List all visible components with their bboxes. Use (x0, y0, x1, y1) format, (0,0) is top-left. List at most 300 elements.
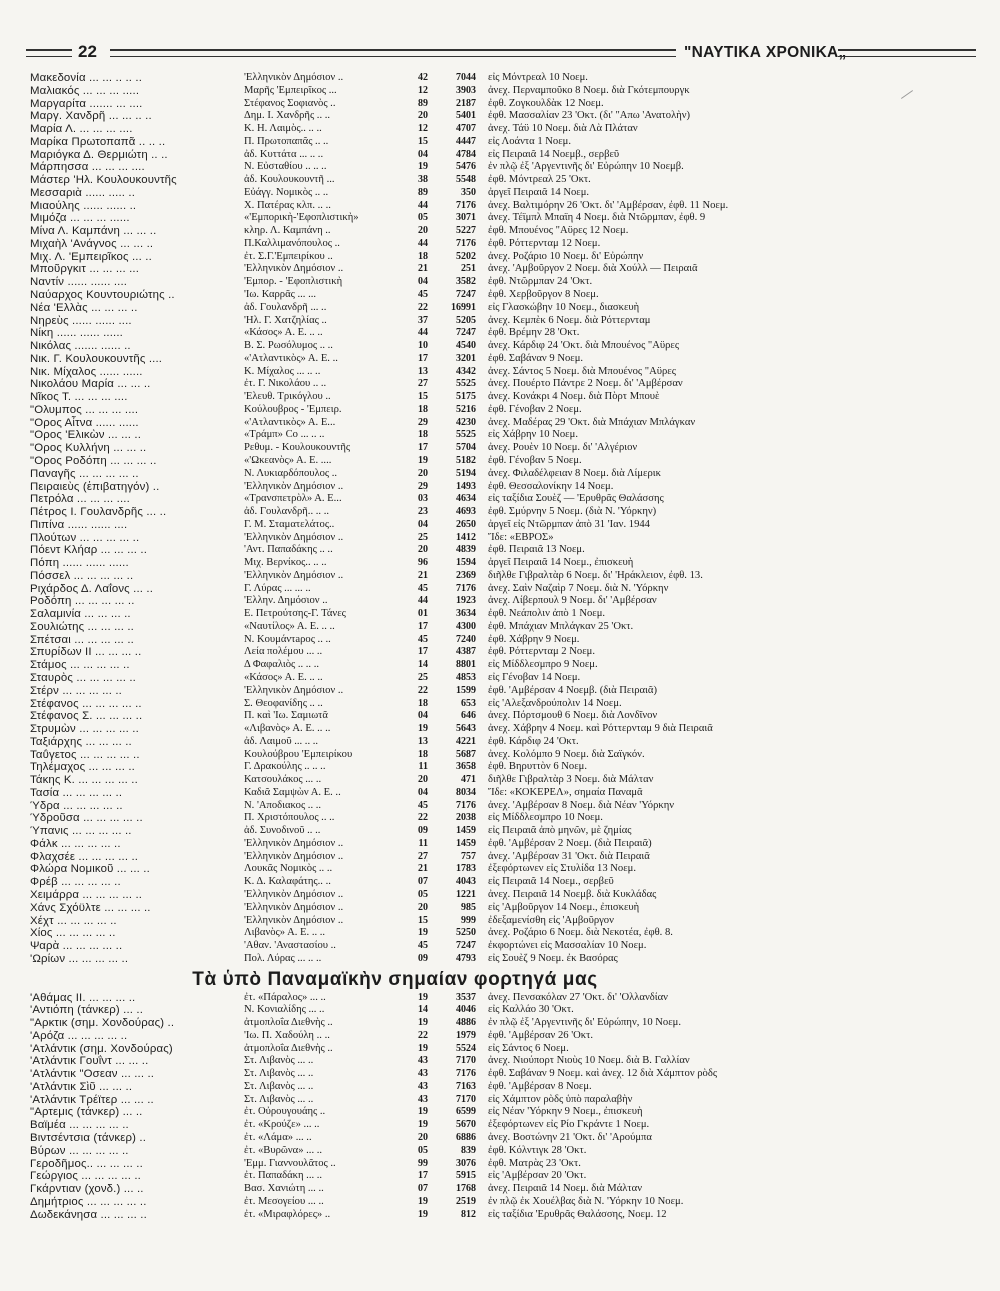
ship-row (30, 200, 980, 213)
ship-name: Σπέτσαι ... ... ... ... .. (30, 633, 134, 646)
ship-name: Πόεντ Κλήαρ ... ... ... .. (30, 544, 148, 557)
ship-year: 43 (418, 1068, 428, 1080)
ship-name: Μιχ. Λ. 'Εμπειρῖκος ... .. (30, 250, 152, 263)
ship-tonnage: 8034 (456, 786, 476, 798)
ship-position: ἀνεχ. Σαὶν Ναζαὶρ 7 Νοεμ. διὰ Ν. 'Υόρκην (488, 582, 669, 594)
ship-owner: «'Ατλαντικὸς» Α. Ε. .. (244, 352, 338, 364)
ship-row (30, 327, 980, 340)
ship-position: ἐν πλῷ ἐξ 'Αργεντινῆς δι' Εὐρώπην, 10 Νοεμ. (488, 1017, 681, 1029)
ship-row (30, 557, 980, 570)
ship-year: 19 (418, 1119, 428, 1131)
ship-owner: 'Ελληνικὸν Δημόσιον .. (244, 531, 344, 543)
ship-tonnage: 471 (461, 774, 476, 786)
ship-name: "Αρκτικ (σημ. Χονδούρας) .. (30, 1017, 175, 1030)
ship-year: 05 (418, 889, 428, 900)
ship-row (30, 863, 980, 876)
ship-position: ἐφθ. Μπουένος "Αϋρες 12 Νοεμ. (488, 225, 629, 237)
ship-row (30, 889, 980, 902)
ship-position: εἰς 'Αμβοῦργον 14 Νοεμ., ἐπισκευὴ (488, 901, 640, 913)
ship-name: Μποῦργκιτ ... ... ... ... (30, 263, 140, 276)
ship-tonnage: 4230 (456, 416, 476, 428)
ship-tonnage: 5205 (456, 314, 476, 326)
ship-position: εἰς Λοάντα 1 Νοεμ. (488, 135, 572, 147)
ship-name: Νικολάου Μαρία ... ... .. (30, 378, 151, 391)
ship-owner: κληρ. Λ. Καμπάνη .. (244, 225, 331, 237)
ship-name: Ύδροῦσα ... ... ... ... .. (30, 812, 143, 825)
ship-owner: Ν. Εὐσταθίου .. .. .. (244, 161, 327, 173)
ship-tonnage: 5525 (456, 378, 476, 390)
ship-owner: Στέφανος Σοφιανὸς .. (244, 97, 336, 109)
ship-row (30, 992, 980, 1005)
ship-name: Φλαχσέε ... ... ... ... .. (30, 850, 139, 863)
ship-tonnage: 5687 (456, 748, 476, 760)
ship-name: Μάρπησσα ... ... ... .... (30, 161, 145, 174)
ship-year: 18 (418, 697, 428, 709)
ship-owner: Στ. Λιβανὸς ... .. (244, 1055, 314, 1067)
ship-owner: Βασ. Χανιώτη ... .. (244, 1183, 324, 1195)
ship-tonnage: 5202 (456, 250, 476, 262)
ship-year: 27 (418, 850, 428, 862)
ship-name: Μιαούλης ...... ...... .. (30, 199, 137, 212)
ship-name: Μαρίκα Πρωτοπαπᾶ .. .. .. (30, 135, 166, 148)
header-rule-left (26, 49, 72, 57)
ship-year: 44 (418, 327, 428, 339)
ship-owner: Π. καὶ 'Ιω. Σαμιωτᾶ (244, 710, 328, 722)
ship-position: εἰς Γλασκώβην 10 Νοεμ., διασκευὴ (488, 301, 640, 313)
ship-position: ἀνεχ. Λίβερπουλ 9 Νοεμ. δι' 'Αμβέρσαν (488, 595, 657, 607)
ship-name: Μεσσαριὰ ...... ..... .. (30, 186, 136, 199)
ship-position: ἀνεχ. Νιούπορτ Νιοὺς 10 Νοεμ. διὰ Β. Γαλλίαν (488, 1055, 690, 1067)
ship-year: 20 (418, 1132, 428, 1144)
ship-tonnage: 653 (461, 697, 476, 709)
ship-position: ἐφθ. 'Αμβέρσαν 26 'Οκτ. (488, 1029, 594, 1041)
ship-year: 22 (418, 812, 428, 824)
ship-name: Στέρν ... ... ... ... .. (30, 684, 122, 697)
ship-owner: 'Εμμ. Γιαννουλᾶτος .. (244, 1157, 336, 1169)
ship-name: Χέχτ ... ... ... ... .. (30, 914, 117, 927)
ship-name: Ψαρὰ ... ... ... ... .. (30, 940, 123, 953)
ship-year: 20 (418, 467, 428, 479)
ship-tonnage: 985 (461, 901, 476, 913)
ship-tonnage: 7044 (456, 72, 476, 83)
ship-position: εἰς Σάντος 6 Νοεμ. (488, 1042, 569, 1054)
ship-name: "Ορος Κυλλήνη ... ... .. (30, 442, 147, 455)
ship-tonnage: 4839 (456, 544, 476, 556)
ship-row (30, 532, 980, 545)
ship-owner: Μιχ. Βερνίκος.. .. .. (244, 557, 327, 569)
ship-tonnage: 757 (461, 850, 476, 862)
ship-row (30, 123, 980, 136)
ship-row (30, 238, 980, 251)
ship-position: ἐφθ. 'Αμβέρσαν 8 Νοεμ. (488, 1080, 592, 1092)
ship-tonnage: 5915 (456, 1170, 476, 1182)
ship-owner: 'Ιω. Καρρᾶς ... ... (244, 289, 317, 301)
ship-tonnage: 1221 (456, 889, 476, 900)
ship-name: Μαργ. Χανδρῆ ... ... .. .. (30, 110, 152, 123)
ship-row (30, 583, 980, 596)
ship-year: 22 (418, 301, 428, 313)
ship-row (30, 442, 980, 455)
ship-owner: Π. Χριστόπουλος .. .. (244, 812, 335, 824)
ship-position: ἀνεχ. Τέϊμπλ Μπαϊη 4 Νοεμ. διὰ Ντῶρμπαν, ἐφθ. 9 (488, 212, 706, 224)
ship-name: Πλούτων ... ... ... ... .. (30, 531, 140, 544)
ship-name: Ναντίν ...... ...... .... (30, 276, 128, 289)
ship-owner: Ν. Κονιαλίδης ... .. (244, 1004, 325, 1016)
ship-name: Μάστερ 'Ηλ. Κουλουκουντῆς (30, 174, 177, 187)
ship-tonnage: 4540 (456, 340, 476, 352)
ship-owner: «'Ωκεανὸς» Α. Ε. .... (244, 454, 332, 466)
ship-year: 04 (418, 148, 428, 160)
ship-owner: Χ. Πατέρας κλπ. .. .. (244, 199, 331, 211)
ship-row (30, 915, 980, 928)
ship-tonnage: 5524 (456, 1042, 476, 1054)
ship-position: ἀνεχ. Κεμπὲκ 6 Νοεμ. διὰ Ρόττερνταμ (488, 314, 651, 326)
ship-tonnage: 7176 (456, 1068, 476, 1080)
ship-tonnage: 1768 (456, 1183, 476, 1195)
ship-tonnage: 5216 (456, 403, 476, 415)
ship-row (30, 723, 980, 736)
ship-tonnage: 4300 (456, 620, 476, 632)
ship-year: 19 (418, 1017, 428, 1029)
ship-position: ἀνεχ. Χάβρην 4 Νοεμ. καὶ Ρόττερνταμ 9 διὰ Πειραιᾶ (488, 723, 713, 735)
ship-name: Πετρόλα ... ... ... .... (30, 493, 130, 506)
ship-name: "Ορος Ροδόπη ... ... ... .. (30, 454, 157, 467)
ship-position: ἐν πλῷ ἐκ Χουέλβας διὰ Ν. 'Υόρκην 10 Νοεμ. (488, 1195, 684, 1207)
ship-year: 42 (418, 72, 428, 83)
ship-position: ἐφθ. Σμύρνην 5 Νοεμ. (διὰ Ν. 'Υόρκην) (488, 506, 657, 518)
ship-owner: 'Ιω. Π. Χαδούλη .. .. (244, 1029, 330, 1041)
ship-tonnage: 16991 (451, 301, 476, 313)
ship-name: Μιμόζα ... ... ... ...... (30, 212, 130, 225)
ship-name: Σπυρίδων ΙΙ ... ... ... .. (30, 646, 142, 659)
ship-tonnage: 7170 (456, 1093, 476, 1105)
ship-tonnage: 839 (461, 1144, 476, 1156)
ship-row (30, 468, 980, 481)
ship-tonnage: 4853 (456, 671, 476, 683)
ship-year: 18 (418, 748, 428, 760)
ship-year: 04 (418, 710, 428, 722)
ship-position: εἰς Μίδδλεσμπρο 9 Νοεμ. (488, 659, 598, 671)
ship-year: 12 (418, 84, 428, 96)
ship-owner: 'Ελευθ. Τρικόγλου .. (244, 391, 331, 403)
ship-tonnage: 4793 (456, 952, 476, 964)
ship-tonnage: 4043 (456, 876, 476, 888)
ship-owner: 'Εμπορ. - 'Εφοπλιστικὴ (244, 276, 343, 288)
ship-owner: «Λιβανὸς» Α. Ε. .. .. (244, 723, 331, 735)
ship-tonnage: 5525 (456, 429, 476, 441)
ship-name: 'Αντιόπη (τάνκερ) ... .. (30, 1004, 144, 1017)
ship-position: εἰς Χάμπτον ρὸδς ὑπὸ παραλαβὴν (488, 1093, 633, 1105)
ship-row (30, 851, 980, 864)
ship-year: 44 (418, 199, 428, 211)
header-rule-right (838, 49, 976, 57)
ship-position: ἀνεχ. Φιλαδέλφειαν 8 Νοεμ. διὰ Λίμερικ (488, 467, 661, 479)
ship-row (30, 251, 980, 264)
ship-year: 20 (418, 544, 428, 556)
ship-owner: ἀδ. Συνοδινοῦ .. .. (244, 825, 321, 837)
ship-owner: Στ. Λιβανὸς ... .. (244, 1080, 314, 1092)
ship-tonnage: 7176 (456, 237, 476, 249)
ship-tonnage: 4387 (456, 646, 476, 658)
ship-row (30, 404, 980, 417)
ship-position: ἐφθ. Θεσσαλονίκην 14 Νοεμ. (488, 480, 614, 492)
ship-tonnage: 3537 (456, 991, 476, 1003)
ship-name: Βιντσέντσια (τάνκερ) .. (30, 1132, 147, 1145)
ship-row (30, 1145, 980, 1158)
ship-position: ἀνεχ. Βαλτιμόρην 26 'Οκτ. δι' 'Αμβέρσαν, ἐφθ. 11 Νοεμ. (488, 199, 729, 211)
ship-row (30, 1106, 980, 1119)
ship-name: "Ολυμπος ... ... ... .... (30, 403, 139, 416)
ship-year: 13 (418, 365, 428, 377)
ship-position: ἐξεφόρτωνεν εἰς Ρίο Γκράντε 1 Νοεμ. (488, 1119, 650, 1131)
ship-position: ἀνεχ. Ροζάριο 10 Νοεμ. δι' Εὐρώπην (488, 250, 644, 262)
ship-row (30, 1068, 980, 1081)
ship-name: Μιχαὴλ 'Ανάγνος ... ... .. (30, 237, 154, 250)
ship-year: 01 (418, 608, 428, 620)
ship-tonnage: 3634 (456, 608, 476, 620)
ship-year: 17 (418, 620, 428, 632)
ship-owner: Μαρῆς 'Εμπειρῖκος ... (244, 84, 337, 96)
ship-tonnage: 5548 (456, 174, 476, 186)
ship-tonnage: 5250 (456, 927, 476, 939)
ship-year: 07 (418, 1183, 428, 1195)
ship-position: ἐφθ. Ρόττερνταμ 2 Νοεμ. (488, 646, 595, 658)
ship-tonnage: 4784 (456, 148, 476, 160)
ship-row (30, 1119, 980, 1132)
ship-owner: Δ Φαφαλιὸς .. .. .. (244, 659, 320, 671)
ship-year: 19 (418, 454, 428, 466)
ship-owner: 'Ελληνικὸν Δημόσιον .. (244, 480, 344, 492)
ship-name: Πιπίνα ...... ...... .... (30, 518, 128, 531)
ship-year: 21 (418, 263, 428, 275)
ship-tonnage: 7176 (456, 799, 476, 811)
ship-position: εἰς Πειραιᾶ 14 Νοεμβ., σερβεῦ (488, 148, 620, 160)
ship-year: 04 (418, 276, 428, 288)
ship-name: Ταΰγετος ... ... ... ... .. (30, 748, 140, 761)
panama-flag-ships (30, 992, 980, 1222)
ship-name: Φάλκ ... ... ... ... .. (30, 837, 121, 850)
ship-owner: Κ. Η. Λαιμὸς.. .. .. (244, 123, 322, 135)
ship-row (30, 927, 980, 940)
ship-name: Δωδεκάνησα ... ... ... .. (30, 1208, 147, 1221)
ship-position: ἐφθ. Μόντρεαλ 25 'Οκτ. (488, 174, 591, 186)
ship-year: 43 (418, 1055, 428, 1067)
ship-row (30, 621, 980, 634)
ship-tonnage: 4046 (456, 1004, 476, 1016)
ship-owner: Γ. Λύρας ... ... .. (244, 582, 311, 594)
ship-owner: 'Ελληνικὸν Δημόσιον .. (244, 914, 344, 926)
ship-owner: 'Αντ. Παπαδάκης .. .. (244, 544, 333, 556)
ship-owner: Εὐάγγ. Νομικὸς .. .. (244, 186, 329, 198)
ship-name: 'Ατλάντικ "Οσεαν ... ... .. (30, 1068, 155, 1081)
ship-position: διῆλθε Γιβραλτὰρ 3 Νοεμ. διὰ Μάλταν (488, 774, 654, 786)
ship-position: εἰς 'Αλεξανδρούπολιν 14 Νοεμ. (488, 697, 622, 709)
ship-tonnage: 5476 (456, 161, 476, 173)
ship-year: 20 (418, 110, 428, 122)
ship-owner: «Κάσος» Α. Ε. .. .. (244, 327, 323, 339)
ship-position: ἐφθ. Βηρυττὸν 6 Νοεμ. (488, 761, 587, 773)
ship-year: 21 (418, 863, 428, 875)
ship-position: ἐφθ. Ντῶρμπαν 24 'Οκτ. (488, 276, 593, 288)
ship-year: 10 (418, 340, 428, 352)
ship-tonnage: 646 (461, 710, 476, 722)
ship-row (30, 825, 980, 838)
ship-name: Πειραιεὺς (ἐπιβατηγόν) .. (30, 480, 160, 493)
ship-row (30, 1094, 980, 1107)
ship-tonnage: 7247 (456, 327, 476, 339)
ship-owner: Κατσουλάκος ... .. (244, 774, 322, 786)
ship-owner: Καδιᾶ Σαμψὼν Α. Ε. .. (244, 786, 341, 798)
ship-year: 20 (418, 774, 428, 786)
ship-position: ἀργεῖ Πειραιᾶ 14 Νοεμ., ἐπισκευὴ (488, 557, 634, 569)
ship-owner: Ν. Λυκιαρδόπουλος .. (244, 467, 338, 479)
ship-position: εἰς Νέαν 'Υόρκην 9 Νοεμ., ἐπισκευὴ (488, 1106, 643, 1118)
ship-owner: Στ. Λιβανὸς ... .. (244, 1093, 314, 1105)
ship-row (30, 481, 980, 494)
ship-row (30, 136, 980, 149)
ship-year: 99 (418, 1157, 428, 1169)
ship-name: Γεώργιος ... ... ... ... .. (30, 1170, 141, 1183)
ship-position: ἀνεχ. Βοστώνην 21 'Οκτ. δι' 'Αρούμπα (488, 1132, 652, 1144)
ship-owner: 'Ηλ. Γ. Χατζηλίας .. (244, 314, 327, 326)
ship-row (30, 595, 980, 608)
ship-owner: ἐτ. «Μιραφλόρες» .. (244, 1208, 331, 1220)
page-header (26, 42, 976, 64)
ship-name: 'Αρόζα ... ... ... ... .. (30, 1029, 128, 1042)
ship-year: 12 (418, 123, 428, 135)
ship-owner: 'Ελληνικὸν Δημόσιον .. (244, 889, 344, 900)
ship-row (30, 391, 980, 404)
ship-owner: ἀτμοπλοΐα Διεθνὴς .. (244, 1017, 333, 1029)
ship-tonnage: 5401 (456, 110, 476, 122)
ship-row (30, 353, 980, 366)
ship-year: 11 (418, 761, 428, 773)
ship-name: Νικ. Γ. Κουλουκουντῆς .... (30, 352, 163, 365)
ship-position: ἐφθ. Μπάχιαν Μπλάγκαν 25 'Οκτ. (488, 620, 634, 632)
ship-year: 20 (418, 901, 428, 913)
ship-tonnage: 4634 (456, 493, 476, 505)
ship-row (30, 1004, 980, 1017)
ship-row (30, 161, 980, 174)
ship-owner: ἀδ. Γουλανδρῆ.. .. .. (244, 506, 329, 518)
ship-tonnage: 1783 (456, 863, 476, 875)
ship-row (30, 800, 980, 813)
ship-name: Ριχάρδος Δ. Λαΐονς ... .. (30, 582, 154, 595)
ship-tonnage: 4342 (456, 365, 476, 377)
ship-owner: 'Ελληνικὸν Δημόσιον .. (244, 569, 344, 581)
ship-name: Ναύαρχος Κουντουριώτης .. (30, 289, 175, 302)
ship-tonnage: 999 (461, 914, 476, 926)
ship-year: 18 (418, 250, 428, 262)
ship-tonnage: 350 (461, 186, 476, 198)
ship-name: Μαργαρίτα ....... ... .... (30, 97, 143, 110)
ship-position: Ἴδε: «ΚΟΚΕΡΕΛ», σημαία Παναμᾶ (488, 786, 643, 798)
ship-owner: Πολ. Λύρας ... .. .. (244, 952, 322, 964)
ship-owner: 'Ελληνικὸν Δημόσιον .. (244, 684, 344, 696)
ship-position: ἀνεχ. Πουέρτο Πάντρε 2 Νοεμ. δι' 'Αμβέρσαν (488, 378, 683, 390)
ship-row (30, 493, 980, 506)
ship-tonnage: 1493 (456, 480, 476, 492)
ship-position: εἰς ταξίδια 'Ερυθρᾶς Θαλάσσης, Νοεμ. 12 (488, 1208, 667, 1220)
ship-year: 22 (418, 1029, 428, 1041)
ship-position: ἐφθ. Γένοβαν 2 Νοεμ. (488, 403, 582, 415)
ship-year: 09 (418, 825, 428, 837)
ship-position: ἐφθ. Ζογκουλδὰκ 12 Νοεμ. (488, 97, 604, 109)
ship-name: "Ορος 'Ελικὼν ... ... .. (30, 429, 142, 442)
ship-owner: Ν. 'Αποδιακος .. .. (244, 799, 322, 811)
ship-name: Νέα 'Ελλὰς ... ... ... .. (30, 301, 138, 314)
ship-year: 44 (418, 237, 428, 249)
ship-year: 04 (418, 518, 428, 530)
ship-tonnage: 2187 (456, 97, 476, 109)
ship-name: Σουλιώτης ... ... ... .. (30, 620, 134, 633)
ship-year: 43 (418, 1093, 428, 1105)
ship-row (30, 1017, 980, 1030)
ship-year: 14 (418, 1004, 428, 1016)
ship-year: 19 (418, 991, 428, 1003)
ship-owner: Κ. Δ. Καλαφάτης.. .. (244, 876, 331, 888)
ship-owner: 'Ελληνικὸν Δημόσιον .. (244, 901, 344, 913)
ship-tonnage: 3658 (456, 761, 476, 773)
ship-row (30, 187, 980, 200)
ship-position: ἀργεῖ εἰς Ντῶρμπαν ἀπὸ 31 'Ιαν. 1944 (488, 518, 650, 530)
ship-name: "Ορος Αἶτνα ...... ...... (30, 416, 139, 429)
ship-position: ἐφθ. Κάρδιφ 24 'Οκτ. (488, 735, 579, 747)
ship-position: ἐφθ. Χάβρην 9 Νοεμ. (488, 633, 580, 645)
ship-tonnage: 1979 (456, 1029, 476, 1041)
ship-year: 45 (418, 633, 428, 645)
ship-year: 17 (418, 442, 428, 454)
ship-name: Νικόλας ....... ...... .. (30, 340, 131, 353)
ship-name: Ύδρα ... ... ... ... .. (30, 799, 123, 812)
ship-row (30, 225, 980, 238)
ship-name: Βύρων ... ... ... ... .. (30, 1144, 129, 1157)
ship-name: Σταυρὸς ... ... ... ... .. (30, 671, 136, 684)
ship-row (30, 378, 980, 391)
ship-name: Φλώρα Νομικοῦ ... ... .. (30, 863, 150, 876)
ship-name: Τάκης Κ. ... ... ... ... .. (30, 774, 138, 787)
ship-tonnage: 2650 (456, 518, 476, 530)
ship-year: 04 (418, 786, 428, 798)
ship-year: 19 (418, 161, 428, 173)
ship-row (30, 212, 980, 225)
ship-tonnage: 251 (461, 263, 476, 275)
ship-name: Στάμος ... ... ... ... .. (30, 659, 130, 672)
ship-position: ἐφθ. Ρόττερνταμ 12 Νοεμ. (488, 237, 601, 249)
ship-row (30, 787, 980, 800)
ship-row (30, 672, 980, 685)
ship-name: Μαλιακός ... ... ... ..... (30, 84, 140, 97)
ship-owner: ἐτ. «Πάραλος» ... .. (244, 991, 326, 1003)
ship-tonnage: 812 (461, 1208, 476, 1220)
ship-tonnage: 2038 (456, 812, 476, 824)
ship-name: Χίος ... ... ... ... .. (30, 927, 116, 940)
ship-position: ἐν πλῷ ἐξ 'Αργεντινῆς δι' Εὐρώπην 10 Νοεμβ. (488, 161, 684, 173)
ship-year: 20 (418, 225, 428, 237)
ship-year: 19 (418, 1195, 428, 1207)
ship-position: ἀνεχ. Κονάκρι 4 Νοεμ. διὰ Πὸρτ Μπουὲ (488, 391, 660, 403)
ship-name: Τηλέμαχος ... ... ... .. (30, 761, 135, 774)
ship-position: ἀνεχ. Κάρδιφ 24 'Οκτ. διὰ Μπουένος "Αϋρες (488, 340, 680, 352)
ship-position: ἐφθ. Γένοβαν 5 Νοεμ. (488, 454, 582, 466)
ship-tonnage: 3201 (456, 352, 476, 364)
ship-position: ἀνεχ. Περναμποῦκο 8 Νοεμ. διὰ Γκότεμπουργκ (488, 84, 690, 96)
ship-tonnage: 4886 (456, 1017, 476, 1029)
ship-year: 15 (418, 914, 428, 926)
ship-row (30, 315, 980, 328)
ship-name: Ύπανις ... ... ... ... .. (30, 825, 132, 838)
ship-tonnage: 7176 (456, 582, 476, 594)
